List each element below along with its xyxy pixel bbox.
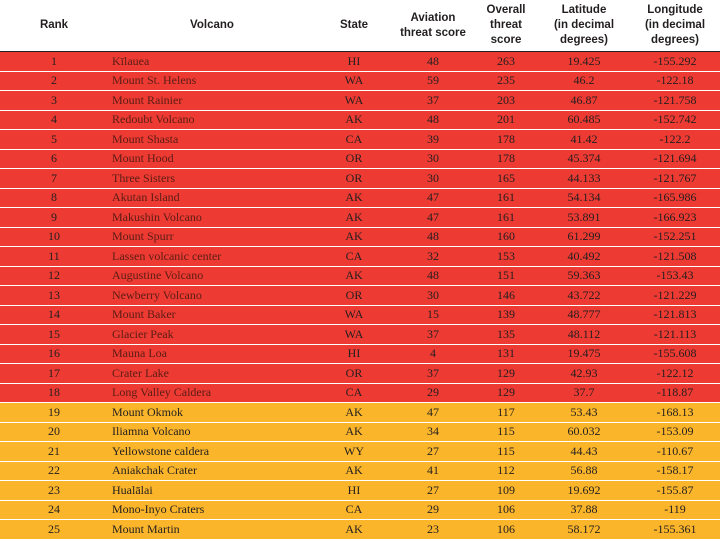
- table-row: [0, 364, 720, 384]
- state-cell: AK: [316, 188, 392, 208]
- aviation-score-cell: 48: [392, 52, 474, 72]
- col-header-longitude: Longitude (in decimal degrees): [630, 0, 720, 52]
- latitude-cell: 60.485: [538, 110, 630, 130]
- overall-score-cell: 131: [474, 344, 538, 364]
- longitude-cell: -121.508: [630, 247, 720, 267]
- state-cell: AK: [316, 520, 392, 540]
- rank-cell: 18: [0, 383, 108, 403]
- overall-score-cell: 201: [474, 110, 538, 130]
- aviation-score-cell: 30: [392, 149, 474, 169]
- latitude-cell: 58.172: [538, 520, 630, 540]
- overall-score-cell: 135: [474, 325, 538, 345]
- overall-score-cell: 112: [474, 461, 538, 481]
- volcano-name-cell: Yellowstone caldera: [108, 442, 316, 462]
- aviation-score-cell: 23: [392, 520, 474, 540]
- rank-cell: 21: [0, 442, 108, 462]
- rank-cell: 7: [0, 169, 108, 189]
- latitude-cell: 46.2: [538, 71, 630, 91]
- volcano-name-cell: Makushin Volcano: [108, 208, 316, 228]
- longitude-cell: -110.67: [630, 442, 720, 462]
- rank-cell: 15: [0, 325, 108, 345]
- col-header-latitude: Latitude (in decimal degrees): [538, 0, 630, 52]
- state-cell: HI: [316, 344, 392, 364]
- state-cell: WY: [316, 442, 392, 462]
- table-row: [0, 344, 720, 364]
- table-row: [0, 481, 720, 501]
- table-row: [0, 110, 720, 130]
- state-cell: AK: [316, 208, 392, 228]
- longitude-cell: -155.292: [630, 52, 720, 72]
- latitude-cell: 54.134: [538, 188, 630, 208]
- longitude-cell: -118.87: [630, 383, 720, 403]
- volcano-name-cell: Mount St. Helens: [108, 71, 316, 91]
- overall-score-cell: 178: [474, 130, 538, 150]
- table-row: [0, 520, 720, 540]
- aviation-score-cell: 48: [392, 110, 474, 130]
- longitude-cell: -119: [630, 500, 720, 520]
- longitude-cell: -122.12: [630, 364, 720, 384]
- state-cell: OR: [316, 149, 392, 169]
- state-cell: AK: [316, 422, 392, 442]
- table-row: [0, 52, 720, 72]
- latitude-cell: 61.299: [538, 227, 630, 247]
- aviation-score-cell: 37: [392, 364, 474, 384]
- volcano-name-cell: Mount Shasta: [108, 130, 316, 150]
- volcano-name-cell: Akutan Island: [108, 188, 316, 208]
- latitude-cell: 60.032: [538, 422, 630, 442]
- col-header-aviation-threat-score: Aviation threat score: [392, 0, 474, 52]
- aviation-score-cell: 30: [392, 169, 474, 189]
- volcano-name-cell: Mount Okmok: [108, 403, 316, 423]
- state-cell: AK: [316, 461, 392, 481]
- aviation-score-cell: 47: [392, 403, 474, 423]
- rank-cell: 25: [0, 520, 108, 540]
- table-row: [0, 383, 720, 403]
- state-cell: AK: [316, 110, 392, 130]
- volcano-name-cell: Glacier Peak: [108, 325, 316, 345]
- table-row: [0, 188, 720, 208]
- overall-score-cell: 139: [474, 305, 538, 325]
- overall-score-cell: 115: [474, 442, 538, 462]
- volcano-name-cell: Newberry Volcano: [108, 286, 316, 306]
- latitude-cell: 48.112: [538, 325, 630, 345]
- overall-score-cell: 161: [474, 208, 538, 228]
- latitude-cell: 53.891: [538, 208, 630, 228]
- table-row: [0, 91, 720, 111]
- state-cell: OR: [316, 364, 392, 384]
- overall-score-cell: 151: [474, 266, 538, 286]
- aviation-score-cell: 59: [392, 71, 474, 91]
- table-row: [0, 442, 720, 462]
- aviation-score-cell: 47: [392, 208, 474, 228]
- rank-cell: 10: [0, 227, 108, 247]
- latitude-cell: 41.42: [538, 130, 630, 150]
- aviation-score-cell: 37: [392, 91, 474, 111]
- volcano-name-cell: Mono-Inyo Craters: [108, 500, 316, 520]
- col-header-state: State: [316, 0, 392, 52]
- latitude-cell: 45.374: [538, 149, 630, 169]
- overall-score-cell: 117: [474, 403, 538, 423]
- volcano-name-cell: Kīlauea: [108, 52, 316, 72]
- aviation-score-cell: 29: [392, 383, 474, 403]
- table-row: [0, 500, 720, 520]
- table-row: [0, 130, 720, 150]
- aviation-score-cell: 27: [392, 442, 474, 462]
- volcano-name-cell: Three Sisters: [108, 169, 316, 189]
- rank-cell: 24: [0, 500, 108, 520]
- rank-cell: 6: [0, 149, 108, 169]
- state-cell: AK: [316, 266, 392, 286]
- table-row: [0, 149, 720, 169]
- rank-cell: 1: [0, 52, 108, 72]
- latitude-cell: 44.133: [538, 169, 630, 189]
- rank-cell: 8: [0, 188, 108, 208]
- state-cell: CA: [316, 500, 392, 520]
- rank-cell: 17: [0, 364, 108, 384]
- longitude-cell: -158.17: [630, 461, 720, 481]
- rank-cell: 2: [0, 71, 108, 91]
- volcano-name-cell: Mauna Loa: [108, 344, 316, 364]
- aviation-score-cell: 48: [392, 227, 474, 247]
- overall-score-cell: 203: [474, 91, 538, 111]
- aviation-score-cell: 48: [392, 266, 474, 286]
- latitude-cell: 19.425: [538, 52, 630, 72]
- overall-score-cell: 115: [474, 422, 538, 442]
- table-row: [0, 247, 720, 267]
- volcano-name-cell: Iliamna Volcano: [108, 422, 316, 442]
- longitude-cell: -121.758: [630, 91, 720, 111]
- longitude-cell: -168.13: [630, 403, 720, 423]
- longitude-cell: -121.229: [630, 286, 720, 306]
- overall-score-cell: 146: [474, 286, 538, 306]
- state-cell: WA: [316, 325, 392, 345]
- rank-cell: 22: [0, 461, 108, 481]
- latitude-cell: 42.93: [538, 364, 630, 384]
- overall-score-cell: 129: [474, 364, 538, 384]
- latitude-cell: 59.363: [538, 266, 630, 286]
- aviation-score-cell: 29: [392, 500, 474, 520]
- volcano-name-cell: Mount Hood: [108, 149, 316, 169]
- state-cell: CA: [316, 130, 392, 150]
- rank-cell: 3: [0, 91, 108, 111]
- latitude-cell: 19.475: [538, 344, 630, 364]
- longitude-cell: -153.43: [630, 266, 720, 286]
- longitude-cell: -122.18: [630, 71, 720, 91]
- volcano-name-cell: Mount Spurr: [108, 227, 316, 247]
- volcano-name-cell: Lassen volcanic center: [108, 247, 316, 267]
- longitude-cell: -121.813: [630, 305, 720, 325]
- latitude-cell: 53.43: [538, 403, 630, 423]
- aviation-score-cell: 27: [392, 481, 474, 501]
- aviation-score-cell: 15: [392, 305, 474, 325]
- state-cell: WA: [316, 91, 392, 111]
- latitude-cell: 19.692: [538, 481, 630, 501]
- overall-score-cell: 178: [474, 149, 538, 169]
- rank-cell: 19: [0, 403, 108, 423]
- table-row: [0, 208, 720, 228]
- volcano-name-cell: Mount Rainier: [108, 91, 316, 111]
- volcano-name-cell: Redoubt Volcano: [108, 110, 316, 130]
- col-header-overall-threat-score: Overall threat score: [474, 0, 538, 52]
- rank-cell: 11: [0, 247, 108, 267]
- aviation-score-cell: 4: [392, 344, 474, 364]
- longitude-cell: -155.361: [630, 520, 720, 540]
- latitude-cell: 46.87: [538, 91, 630, 111]
- volcano-name-cell: Hualālai: [108, 481, 316, 501]
- overall-score-cell: 109: [474, 481, 538, 501]
- overall-score-cell: 235: [474, 71, 538, 91]
- rank-cell: 12: [0, 266, 108, 286]
- overall-score-cell: 263: [474, 52, 538, 72]
- state-cell: OR: [316, 169, 392, 189]
- aviation-score-cell: 47: [392, 188, 474, 208]
- rank-cell: 23: [0, 481, 108, 501]
- state-cell: AK: [316, 403, 392, 423]
- aviation-score-cell: 39: [392, 130, 474, 150]
- table-row: [0, 266, 720, 286]
- state-cell: HI: [316, 481, 392, 501]
- overall-score-cell: 106: [474, 520, 538, 540]
- longitude-cell: -122.2: [630, 130, 720, 150]
- rank-cell: 9: [0, 208, 108, 228]
- overall-score-cell: 160: [474, 227, 538, 247]
- state-cell: HI: [316, 52, 392, 72]
- aviation-score-cell: 37: [392, 325, 474, 345]
- longitude-cell: -152.742: [630, 110, 720, 130]
- overall-score-cell: 106: [474, 500, 538, 520]
- latitude-cell: 48.777: [538, 305, 630, 325]
- state-cell: AK: [316, 227, 392, 247]
- latitude-cell: 37.7: [538, 383, 630, 403]
- rank-cell: 5: [0, 130, 108, 150]
- longitude-cell: -153.09: [630, 422, 720, 442]
- rank-cell: 13: [0, 286, 108, 306]
- longitude-cell: -155.608: [630, 344, 720, 364]
- table-row: [0, 286, 720, 306]
- state-cell: CA: [316, 383, 392, 403]
- volcano-name-cell: Mount Martin: [108, 520, 316, 540]
- longitude-cell: -121.767: [630, 169, 720, 189]
- rank-cell: 16: [0, 344, 108, 364]
- volcano-name-cell: Mount Baker: [108, 305, 316, 325]
- state-cell: WA: [316, 71, 392, 91]
- table-row: [0, 71, 720, 91]
- rank-cell: 14: [0, 305, 108, 325]
- latitude-cell: 44.43: [538, 442, 630, 462]
- table-row: [0, 169, 720, 189]
- col-header-volcano: Volcano: [108, 0, 316, 52]
- latitude-cell: 40.492: [538, 247, 630, 267]
- latitude-cell: 43.722: [538, 286, 630, 306]
- longitude-cell: -166.923: [630, 208, 720, 228]
- table-row: [0, 422, 720, 442]
- table-row: [0, 403, 720, 423]
- longitude-cell: -121.113: [630, 325, 720, 345]
- longitude-cell: -121.694: [630, 149, 720, 169]
- volcano-name-cell: Aniakchak Crater: [108, 461, 316, 481]
- aviation-score-cell: 30: [392, 286, 474, 306]
- table-row: [0, 461, 720, 481]
- longitude-cell: -152.251: [630, 227, 720, 247]
- volcano-name-cell: Long Valley Caldera: [108, 383, 316, 403]
- volcano-name-cell: Crater Lake: [108, 364, 316, 384]
- state-cell: WA: [316, 305, 392, 325]
- header-row: [0, 0, 720, 52]
- table-body: [0, 52, 720, 540]
- state-cell: OR: [316, 286, 392, 306]
- overall-score-cell: 165: [474, 169, 538, 189]
- col-header-rank: Rank: [0, 0, 108, 52]
- latitude-cell: 56.88: [538, 461, 630, 481]
- longitude-cell: -155.87: [630, 481, 720, 501]
- longitude-cell: -165.986: [630, 188, 720, 208]
- state-cell: CA: [316, 247, 392, 267]
- aviation-score-cell: 32: [392, 247, 474, 267]
- table-row: [0, 325, 720, 345]
- volcano-name-cell: Augustine Volcano: [108, 266, 316, 286]
- aviation-score-cell: 34: [392, 422, 474, 442]
- table-row: [0, 305, 720, 325]
- overall-score-cell: 153: [474, 247, 538, 267]
- overall-score-cell: 129: [474, 383, 538, 403]
- aviation-score-cell: 41: [392, 461, 474, 481]
- overall-score-cell: 161: [474, 188, 538, 208]
- rank-cell: 20: [0, 422, 108, 442]
- table-row: [0, 227, 720, 247]
- rank-cell: 4: [0, 110, 108, 130]
- latitude-cell: 37.88: [538, 500, 630, 520]
